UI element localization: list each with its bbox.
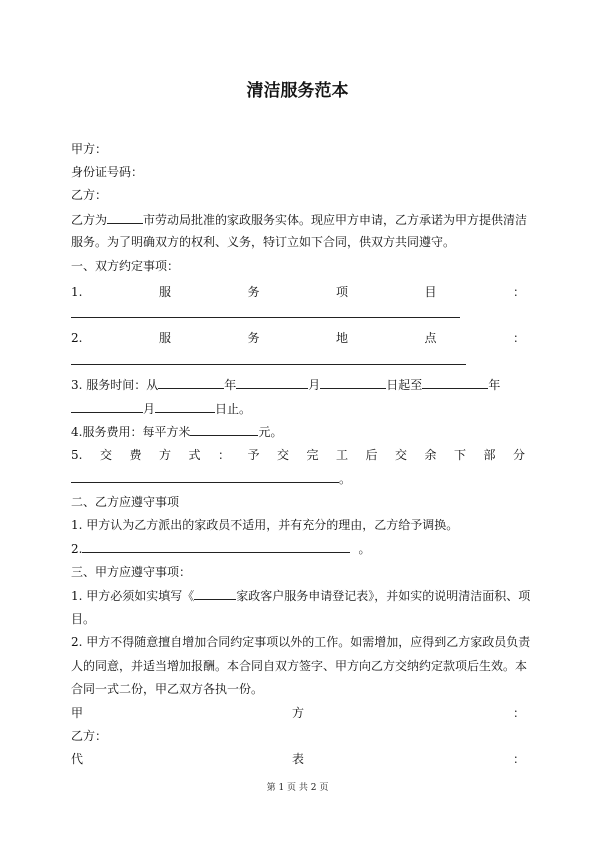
item5-end: 。 xyxy=(339,472,352,486)
signature-representative xyxy=(71,751,525,767)
section3-item2-line1: 2. 甲方不得随意擅自增加合同约定事项以外的工作。如需增加，应得到乙方家政员负责 xyxy=(71,635,531,649)
item1-char: 务 xyxy=(247,285,260,299)
party-b-field: 乙方： xyxy=(71,188,108,202)
item5-cont xyxy=(71,470,525,487)
item5-char: 予 xyxy=(247,448,260,462)
item1-char: 目 xyxy=(424,285,437,299)
section3-item1-cont: 目。 xyxy=(71,612,96,626)
section1-heading: 一、双方约定事项： xyxy=(71,259,180,273)
item4-label: 4.服务费用：每平方米 xyxy=(71,425,191,439)
item2-service-location xyxy=(71,330,525,346)
blank-line xyxy=(71,400,143,413)
item5-char: 完 xyxy=(306,448,319,462)
item3-month-end: 月 xyxy=(143,402,156,416)
item3-day-end: 日止。 xyxy=(215,402,252,416)
section2-item2 xyxy=(71,540,525,557)
sign-rep-char: 表 xyxy=(291,752,304,766)
item1-service-project xyxy=(71,284,525,300)
sign-a-char: 甲 xyxy=(71,706,84,720)
item5-char: 方 xyxy=(158,448,171,462)
blank-line xyxy=(155,400,215,413)
item2-char: 2. xyxy=(71,331,83,345)
item3-year: 年 xyxy=(224,378,237,392)
blank-line xyxy=(236,376,308,389)
item5-char: 式 xyxy=(188,448,201,462)
item5-char: 分 xyxy=(512,448,525,462)
section2-item2-num: 2. xyxy=(71,542,83,556)
document-title: 清洁服务范本 xyxy=(246,81,349,101)
id-number-field: 身份证号码： xyxy=(71,165,144,179)
intro-text-a: 乙方为 xyxy=(71,213,108,227)
item3-month: 月 xyxy=(308,378,321,392)
item5-char: 下 xyxy=(453,448,466,462)
party-a-field: 甲方： xyxy=(71,142,108,156)
item1-char: 1. xyxy=(71,285,83,299)
section2-heading: 二、乙方应遵守事项 xyxy=(71,495,180,509)
item5-payment-method xyxy=(71,447,525,463)
item5-char: 工 xyxy=(335,448,348,462)
item2-char: 地 xyxy=(335,331,348,345)
item2-fill-line xyxy=(71,364,466,365)
blank-line xyxy=(422,376,488,389)
item1-fill-line xyxy=(71,317,460,318)
signature-party-a xyxy=(71,705,525,721)
item5-char: 费 xyxy=(129,448,142,462)
section2-item1: 1. 甲方认为乙方派出的家政员不适用，并有充分的理由，乙方给予调换。 xyxy=(71,518,459,532)
item5-char: ： xyxy=(217,448,230,462)
item2-char: 服 xyxy=(158,331,171,345)
intro-text-b: 市劳动局批准的家政服务实体。现应甲方申请，乙方承诺为甲方提供清洁 xyxy=(143,213,528,227)
item3-service-time xyxy=(71,376,525,393)
sign-rep-char: ： xyxy=(512,752,525,766)
item1-char: ： xyxy=(512,285,525,299)
blank-line xyxy=(107,211,143,224)
sign-a-char: 方 xyxy=(291,706,304,720)
blank-line xyxy=(158,376,224,389)
blank-line xyxy=(82,540,350,553)
item5-char: 交 xyxy=(394,448,407,462)
item4-service-fee xyxy=(71,423,525,440)
item1-char: 项 xyxy=(335,285,348,299)
item3-day-from: 日起至 xyxy=(386,378,423,392)
item5-char: 部 xyxy=(483,448,496,462)
item3-service-time-cont xyxy=(71,400,525,417)
item3-year-end: 年 xyxy=(488,378,501,392)
page-number-footer: 第 1 页 共 2 页 xyxy=(266,783,329,793)
item3-label: 3. 服务时间：从 xyxy=(71,378,159,392)
signature-party-b: 乙方： xyxy=(71,729,108,743)
blank-line xyxy=(190,423,258,436)
item1-char: 服 xyxy=(158,285,171,299)
sign-a-char: ： xyxy=(512,706,525,720)
item2-char: 点 xyxy=(424,331,437,345)
section3-item1-b: 家政客户服务申请登记表》，并如实的说明清洁面积、项 xyxy=(236,589,531,603)
item4-unit: 元。 xyxy=(258,425,283,439)
item5-char: 5. xyxy=(71,448,83,462)
section3-item1 xyxy=(71,587,531,604)
sign-rep-char: 代 xyxy=(71,752,84,766)
item5-char: 交 xyxy=(276,448,289,462)
intro-line-1 xyxy=(71,211,528,228)
item5-char: 交 xyxy=(99,448,112,462)
item5-char: 后 xyxy=(365,448,378,462)
section3-item2-line3: 合同一式二份，甲乙双方各执一份。 xyxy=(71,682,264,696)
blank-line xyxy=(320,376,386,389)
section2-item2-end: 。 xyxy=(358,542,371,556)
item2-char: ： xyxy=(512,331,525,345)
intro-line-2: 服务。为了明确双方的权利、义务，特订立如下合同，供双方共同遵守。 xyxy=(71,235,456,249)
section3-item1-a: 1. 甲方必须如实填写《 xyxy=(71,589,195,603)
blank-line xyxy=(71,470,339,483)
section3-heading: 三、甲方应遵守事项： xyxy=(71,565,192,579)
item2-char: 务 xyxy=(247,331,260,345)
blank-line xyxy=(194,587,236,600)
item5-char: 余 xyxy=(424,448,437,462)
section3-item2-line2: 人的同意，并适当增加报酬。本合同自双方签字、甲方向乙方交纳约定款项后生效。本 xyxy=(71,659,528,673)
